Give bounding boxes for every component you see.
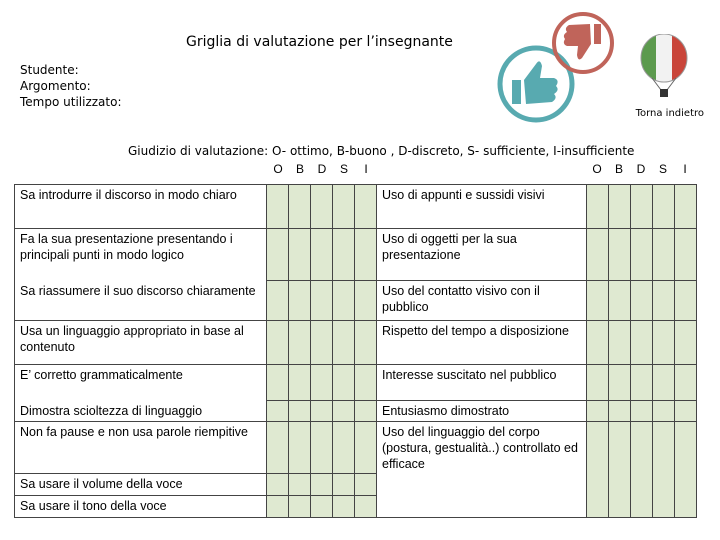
criterion-cell: Sa usare il tono della voce bbox=[15, 496, 267, 518]
grade-cell[interactable] bbox=[333, 496, 355, 518]
grade-col-o: O bbox=[273, 162, 283, 176]
grade-cell[interactable] bbox=[653, 229, 675, 281]
grade-cell[interactable] bbox=[311, 281, 333, 321]
grade-cell[interactable] bbox=[653, 422, 675, 518]
grade-cell[interactable] bbox=[333, 422, 355, 474]
back-link[interactable]: Torna indietro bbox=[635, 108, 704, 119]
criterion-cell: Rispetto del tempo a disposizione bbox=[377, 321, 587, 365]
criterion-cell: Interesse suscitato nel pubblico bbox=[377, 365, 587, 401]
grade-cell[interactable] bbox=[355, 474, 377, 496]
grade-col-i: I bbox=[683, 162, 687, 176]
criterion-cell: E’ corretto grammaticalmente bbox=[15, 365, 267, 401]
grade-cell[interactable] bbox=[675, 321, 697, 365]
grade-cell[interactable] bbox=[587, 321, 609, 365]
grade-cell[interactable] bbox=[267, 321, 289, 365]
grade-header-right bbox=[586, 162, 696, 176]
grade-col-s: S bbox=[658, 162, 667, 176]
hot-air-balloon-icon bbox=[638, 34, 690, 100]
grade-cell[interactable] bbox=[631, 401, 653, 422]
table-row bbox=[15, 185, 697, 229]
grade-cell[interactable] bbox=[355, 281, 377, 321]
criterion-cell: Sa usare il volume della voce bbox=[15, 474, 267, 496]
grade-cell[interactable] bbox=[631, 321, 653, 365]
grade-cell[interactable] bbox=[267, 365, 289, 401]
grade-cell[interactable] bbox=[311, 229, 333, 281]
student-info bbox=[20, 62, 122, 110]
grade-cell[interactable] bbox=[609, 401, 631, 422]
criterion-cell: Uso di appunti e sussidi visivi bbox=[377, 185, 587, 229]
grade-cell[interactable] bbox=[311, 321, 333, 365]
table-row bbox=[15, 321, 697, 365]
table-row bbox=[15, 281, 697, 321]
grade-cell[interactable] bbox=[333, 365, 355, 401]
grade-cell[interactable] bbox=[675, 281, 697, 321]
grade-cell[interactable] bbox=[653, 185, 675, 229]
table-row bbox=[15, 365, 697, 401]
grade-cell[interactable] bbox=[587, 401, 609, 422]
grade-cell[interactable] bbox=[609, 281, 631, 321]
table-row bbox=[15, 422, 697, 474]
grade-cell[interactable] bbox=[587, 281, 609, 321]
grade-col-d: D bbox=[636, 162, 646, 176]
table-row bbox=[15, 229, 697, 281]
student-label: Studente: bbox=[20, 63, 79, 77]
grade-cell[interactable] bbox=[355, 321, 377, 365]
grade-cell[interactable] bbox=[675, 185, 697, 229]
criterion-cell: Fa la sua presentazione presentando i principali punti in modo logico bbox=[15, 229, 267, 281]
criterion-cell: Uso di oggetti per la sua presentazione bbox=[377, 229, 587, 281]
grade-cell[interactable] bbox=[631, 365, 653, 401]
grade-cell[interactable] bbox=[311, 496, 333, 518]
grade-cell[interactable] bbox=[653, 321, 675, 365]
grade-cell[interactable] bbox=[675, 365, 697, 401]
thumbs-down-icon bbox=[550, 10, 616, 76]
grade-cell[interactable] bbox=[587, 422, 609, 518]
grade-cell[interactable] bbox=[355, 185, 377, 229]
grade-cell[interactable] bbox=[355, 496, 377, 518]
grade-cell[interactable] bbox=[267, 474, 289, 496]
criterion-cell: Non fa pause e non usa parole riempitive bbox=[15, 422, 267, 474]
grade-cell[interactable] bbox=[609, 185, 631, 229]
grade-col-b: B bbox=[614, 162, 623, 176]
grade-cell[interactable] bbox=[631, 422, 653, 518]
criterion-cell: Entusiasmo dimostrato bbox=[377, 401, 587, 422]
grade-cell[interactable] bbox=[631, 229, 653, 281]
grade-cell[interactable] bbox=[355, 422, 377, 474]
criterion-cell: Uso del linguaggio del corpo (postura, gestualità..) controllato ed efficace bbox=[377, 422, 587, 518]
grade-cell[interactable] bbox=[311, 474, 333, 496]
grade-cell[interactable] bbox=[355, 365, 377, 401]
grade-cell[interactable] bbox=[609, 365, 631, 401]
grade-col-s: S bbox=[339, 162, 348, 176]
grade-cell[interactable] bbox=[653, 401, 675, 422]
grade-cell[interactable] bbox=[587, 365, 609, 401]
grade-cell[interactable] bbox=[609, 229, 631, 281]
grade-cell[interactable] bbox=[289, 365, 311, 401]
grade-cell[interactable] bbox=[267, 281, 289, 321]
grade-cell[interactable] bbox=[587, 229, 609, 281]
grade-cell[interactable] bbox=[609, 321, 631, 365]
grade-cell[interactable] bbox=[333, 401, 355, 422]
grade-cell[interactable] bbox=[631, 281, 653, 321]
grade-cell[interactable] bbox=[675, 229, 697, 281]
grade-cell[interactable] bbox=[289, 474, 311, 496]
grade-cell[interactable] bbox=[289, 496, 311, 518]
grade-cell[interactable] bbox=[267, 422, 289, 474]
grade-cell[interactable] bbox=[675, 401, 697, 422]
table-row bbox=[15, 401, 697, 422]
grade-cell[interactable] bbox=[653, 365, 675, 401]
criterion-cell: Sa introdurre il discorso in modo chiaro bbox=[15, 185, 267, 229]
grade-cell[interactable] bbox=[333, 185, 355, 229]
grade-cell[interactable] bbox=[289, 422, 311, 474]
grade-cell[interactable] bbox=[609, 422, 631, 518]
grade-col-d: D bbox=[317, 162, 327, 176]
grade-cell[interactable] bbox=[289, 281, 311, 321]
grade-cell[interactable] bbox=[355, 401, 377, 422]
grade-cell[interactable] bbox=[333, 229, 355, 281]
criterion-cell: Usa un linguaggio appropriato in base al contenuto bbox=[15, 321, 267, 365]
grade-cell[interactable] bbox=[289, 229, 311, 281]
grade-cell[interactable] bbox=[289, 185, 311, 229]
criterion-cell: Uso del contatto visivo con il pubblico bbox=[377, 281, 587, 321]
grade-cell[interactable] bbox=[267, 185, 289, 229]
evaluation-grid bbox=[14, 184, 697, 518]
grade-cell[interactable] bbox=[267, 496, 289, 518]
grade-col-i: I bbox=[364, 162, 368, 176]
grade-header-left bbox=[267, 162, 377, 176]
grade-cell[interactable] bbox=[267, 401, 289, 422]
grade-cell[interactable] bbox=[267, 229, 289, 281]
criterion-cell: Dimostra scioltezza di linguaggio bbox=[15, 401, 267, 422]
grade-cell[interactable] bbox=[333, 281, 355, 321]
grade-cell[interactable] bbox=[355, 229, 377, 281]
grade-cell[interactable] bbox=[311, 422, 333, 474]
grade-col-b: B bbox=[295, 162, 304, 176]
grade-cell[interactable] bbox=[333, 474, 355, 496]
grade-cell[interactable] bbox=[311, 185, 333, 229]
topic-label: Argomento: bbox=[20, 79, 91, 93]
criterion-cell: Sa riassumere il suo discorso chiaramente bbox=[15, 281, 267, 321]
grade-cell[interactable] bbox=[653, 281, 675, 321]
grade-cell[interactable] bbox=[333, 321, 355, 365]
grade-cell[interactable] bbox=[289, 401, 311, 422]
grade-cell[interactable] bbox=[289, 321, 311, 365]
grade-col-o: O bbox=[592, 162, 602, 176]
page-title: Griglia di valutazione per l’insegnante bbox=[186, 34, 453, 50]
grade-cell[interactable] bbox=[311, 401, 333, 422]
grade-cell[interactable] bbox=[631, 185, 653, 229]
grade-legend: Giudizio di valutazione: O- ottimo, B-buono , D-discreto, S- sufficiente, I-insufficiente bbox=[128, 144, 635, 158]
time-label: Tempo utilizzato: bbox=[20, 95, 122, 109]
grade-cell[interactable] bbox=[587, 185, 609, 229]
grade-cell[interactable] bbox=[675, 422, 697, 518]
grade-cell[interactable] bbox=[311, 365, 333, 401]
